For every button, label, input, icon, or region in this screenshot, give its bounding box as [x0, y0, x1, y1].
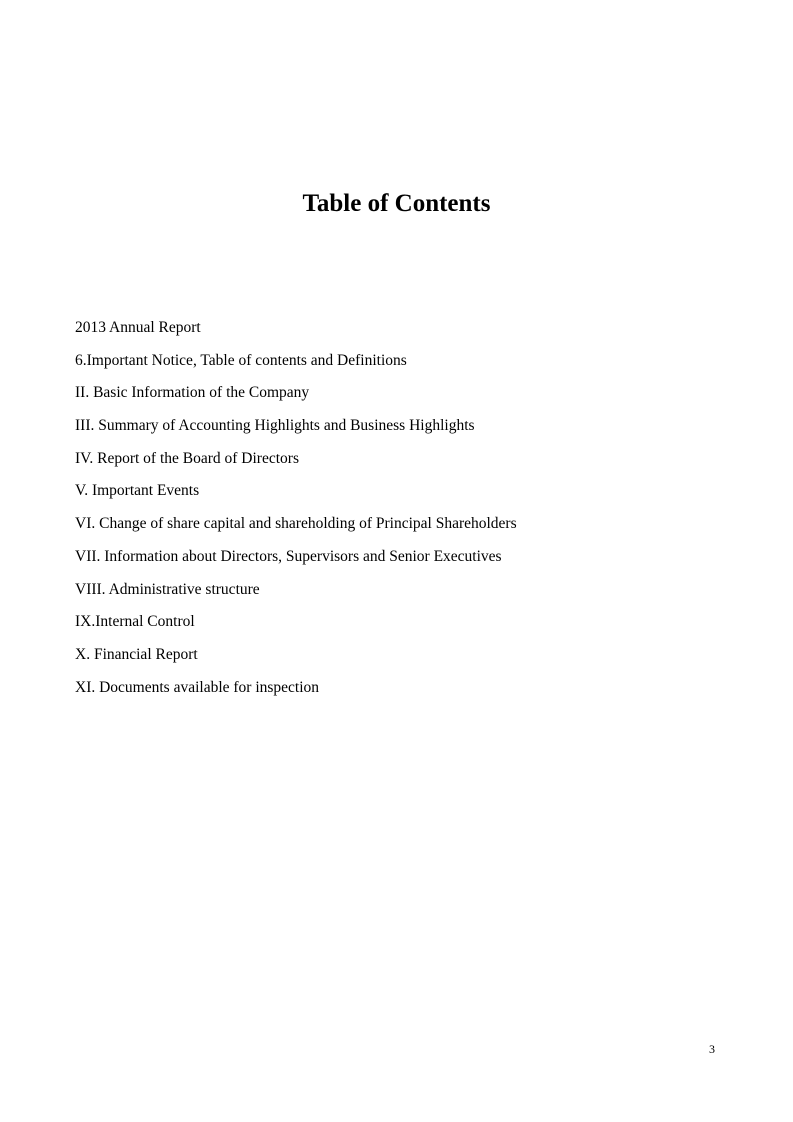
- toc-entry: VIII. Administrative structure: [75, 580, 260, 598]
- toc-entry: VII. Information about Directors, Supervisors and Senior Executives: [75, 547, 502, 565]
- page-title: Table of Contents: [302, 190, 491, 217]
- toc-entry: III. Summary of Accounting Highlights and Business Highlights: [75, 417, 475, 435]
- toc-entry: 2013 Annual Report: [75, 319, 201, 336]
- toc-entry: XI. Documents available for inspection: [75, 678, 320, 696]
- toc-entry: VI. Change of share capital and shareholding of Principal Shareholders: [75, 515, 517, 533]
- toc-entry: V. Important Events: [75, 482, 200, 500]
- page-number: 3: [709, 1042, 715, 1056]
- table-of-contents: [75, 318, 517, 710]
- toc-entry: 6.Important Notice, Table of contents and Definitions: [75, 351, 407, 369]
- toc-entry: IX.Internal Control: [75, 613, 195, 631]
- toc-entry: IV. Report of the Board of Directors: [75, 449, 299, 467]
- toc-entry: X. Financial Report: [75, 645, 198, 663]
- toc-entry: II. Basic Information of the Company: [75, 384, 310, 402]
